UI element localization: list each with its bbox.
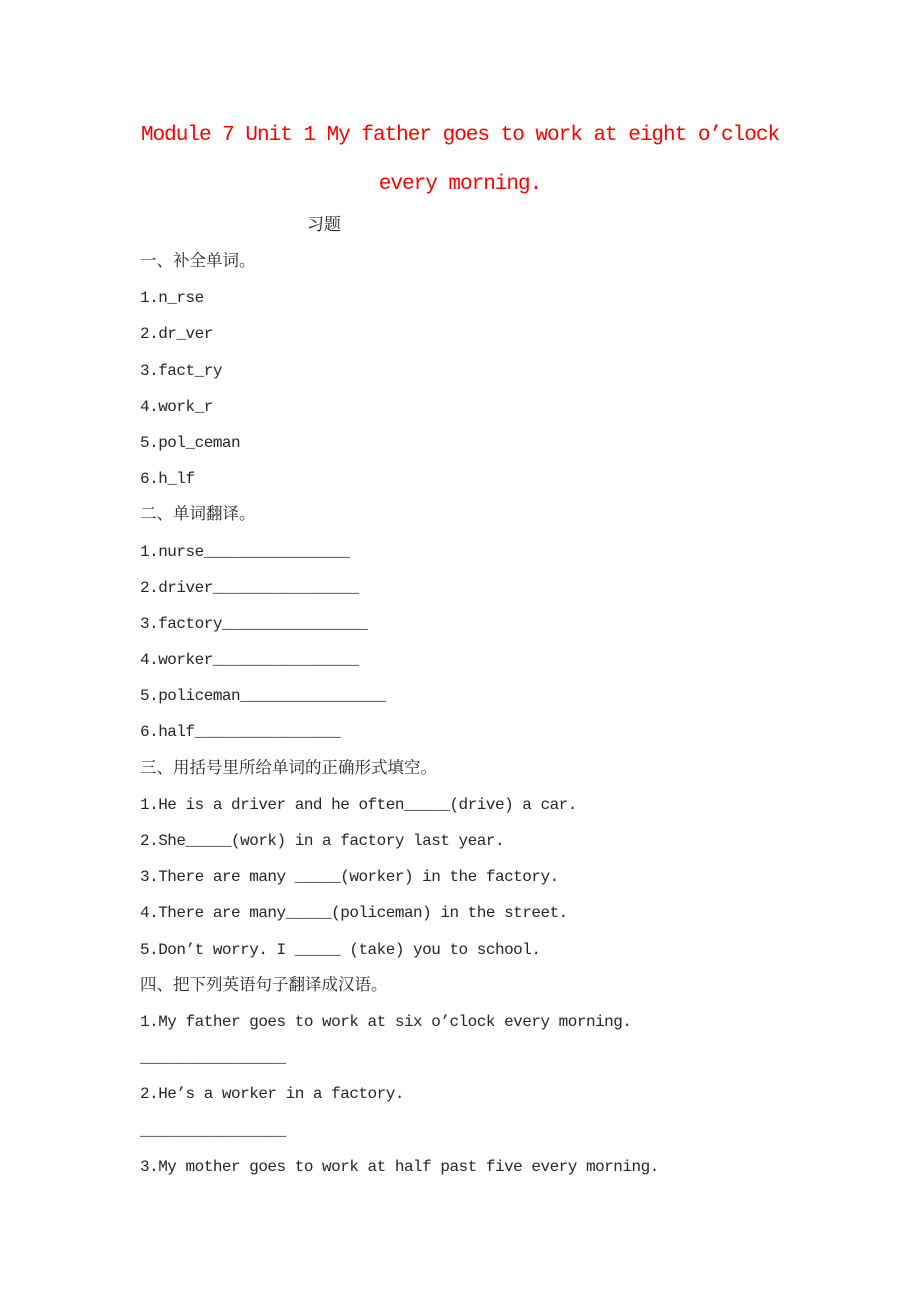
exercise-item: 2.dr_ver xyxy=(140,325,213,344)
exercise-item: 1.My father goes to work at six o’clock every morning. xyxy=(140,1012,632,1031)
exercise-item: 2.She_____(work) in a factory last year. xyxy=(140,832,505,850)
exercise-item: 5.Don’t worry. I _____ (take) you to school. xyxy=(140,940,541,959)
exercise-item: 1.He is a driver and he often_____(drive) a car. xyxy=(140,795,577,814)
exercise-item: 3.My mother goes to work at half past five every morning. xyxy=(140,1157,659,1176)
exercise-item: 3.fact_ry xyxy=(140,361,222,380)
section-3-heading: 三、用括号里所给单词的正确形式填空。 xyxy=(140,758,437,778)
worksheet-body xyxy=(140,244,900,1185)
exercise-item: 4.worker________________ xyxy=(140,651,359,670)
exercise-item: 1.n_rse xyxy=(140,289,204,308)
exercise-item: 5.pol_ceman xyxy=(140,433,241,452)
exercises-subtitle: 习题 xyxy=(307,217,341,236)
exercise-item: 3.There are many _____(worker) in the factory. xyxy=(140,868,559,887)
exercise-item: 2.driver________________ xyxy=(140,578,359,597)
section-1-heading: 一、补全单词。 xyxy=(140,252,256,271)
exercise-item: 1.nurse________________ xyxy=(140,542,350,561)
exercise-item: 6.h_lf xyxy=(140,470,195,489)
worksheet-title-line2: every morning. xyxy=(378,173,542,196)
exercise-item: 2.He’s a worker in a factory. xyxy=(140,1085,404,1104)
worksheet-title xyxy=(0,111,920,209)
worksheet-title-line1: Module 7 Unit 1 My father goes to work at eight o’clock xyxy=(140,124,780,147)
exercise-item: 3.factory________________ xyxy=(140,614,368,633)
section-2-heading: 二、单词翻译。 xyxy=(140,505,256,525)
exercise-item: 4.work_r xyxy=(140,397,213,416)
answer-line: ________________ xyxy=(140,1049,286,1068)
section-4-heading: 四、把下列英语句子翻译成汉语。 xyxy=(140,975,388,995)
exercise-item: 4.There are many_____(policeman) in the street. xyxy=(140,904,568,923)
exercise-item: 5.policeman________________ xyxy=(140,687,386,706)
answer-line: ________________ xyxy=(140,1121,286,1140)
exercise-item: 6.half________________ xyxy=(140,723,341,742)
